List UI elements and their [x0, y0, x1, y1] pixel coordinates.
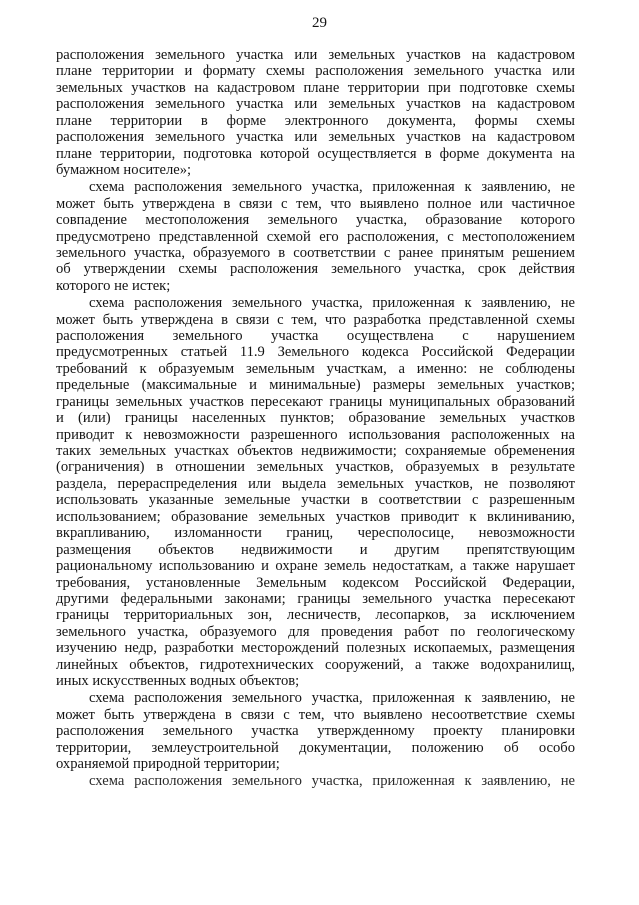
text-line: границы территориальных зон, лесничеств, лесопарков, за исключением: [56, 607, 575, 624]
text-line: земельных участков на кадастровом плане территории при подготовке схемы: [56, 79, 575, 96]
text-line: и (или) границы населенных пунктов; образование земельных участков: [56, 410, 575, 427]
text-line: плане территории в форме электронного документа, формы схемы: [56, 112, 575, 129]
paragraph-requirements-violation: [56, 295, 575, 690]
text-line: требований к образуемым земельным участкам, а именно: не соблюдены: [56, 360, 575, 377]
text-line: (ограничения) в отношении земельных участков, образуемых в результате: [56, 459, 575, 476]
text-line: плане территории, подготовка которой осуществляется в форме документа на: [56, 145, 575, 162]
text-line: расположения земельного участка утвержденному проекту планировки: [56, 723, 575, 740]
text-line: плане территории и формату схемы расположения земельного участка или: [56, 63, 575, 80]
paragraph-planning-mismatch: [56, 690, 575, 772]
text-line: охраняемой природной территории;: [56, 756, 280, 773]
text-line: раздела, перераспределения или выдела земельных участков, не позволяют: [56, 475, 575, 492]
text-line: может быть утверждена в связи с тем, что выявлено полное или частичное: [56, 195, 575, 212]
text-line: приводит к невозможности разрешенного использования расположенных на: [56, 426, 575, 443]
text-line: расположения земельного участка или земельных участков на кадастровом: [56, 96, 575, 113]
text-line: границы земельных участков пересекают границы муниципальных образований: [56, 393, 575, 410]
text-line: расположения земельного участка или земельных участков на кадастровом: [56, 47, 575, 63]
text-line: использованием; образование земельных участков приводит к вклиниванию,: [56, 508, 575, 525]
text-line: изучению недр, разработки месторождений полезных ископаемых, размещения: [56, 640, 575, 657]
text-line: земельного участка, образуемого в соответствии с ранее принятым решением: [56, 245, 575, 261]
text-line: бумажном носителе»;: [56, 162, 192, 179]
text-line: территории, землеустроительной документации, положению об особо: [56, 739, 575, 756]
text-line: расположения земельного участка осуществлена с нарушением: [56, 327, 575, 344]
text-line: иных искусственных водных объектов;: [56, 673, 300, 690]
text-line: другими федеральными законами; границы земельного участка пересекают: [56, 590, 575, 607]
text-line: рациональному использованию и охране земель недостаткам, а также нарушает: [56, 558, 575, 575]
paragraph-overlap-of-location: [56, 179, 575, 294]
text-line: использовать указанные земельные участки в соответствии с разрешенным: [56, 492, 575, 509]
text-line: размещения объектов недвижимости и другим препятствующим: [56, 541, 575, 558]
text-line: совпадение местоположения земельного участка, образование которого: [56, 212, 575, 229]
text-line: требования, установленные Земельным кодексом Российской Федерации,: [56, 574, 575, 591]
text-line: может быть утверждена в связи с тем, что разработка представленной схемы: [56, 311, 575, 328]
text-line: схема расположения земельного участка, приложенная к заявлению, не: [89, 295, 575, 312]
text-line: таких земельных участках объектов недвижимости; сохраняемые обременения: [56, 443, 575, 459]
text-line: схема расположения земельного участка, приложенная к заявлению, не: [89, 773, 575, 790]
paragraph-cut-off: [56, 773, 575, 789]
text-line: предусмотренных статьей 11.9 Земельного кодекса Российской Федерации: [56, 344, 575, 361]
text-line: предельные (максимальные и минимальные) размеры земельных участков;: [56, 377, 575, 394]
text-line: предусмотрено представленной схемой его расположения, с местоположением: [56, 228, 575, 245]
text-line: которого не истек;: [56, 277, 171, 294]
paragraph-continuation: [56, 47, 575, 179]
document-body: [56, 47, 575, 790]
text-line: вкрапливанию, изломанности границ, чересполосице, невозможности: [56, 525, 575, 542]
page-number: 29: [312, 15, 327, 31]
text-line: схема расположения земельного участка, приложенная к заявлению, не: [89, 179, 575, 196]
text-line: схема расположения земельного участка, приложенная к заявлению, не: [89, 690, 575, 707]
text-line: может быть утверждена в связи с тем, что выявлено несоответствие схемы: [56, 706, 575, 723]
text-line: линейных объектов, гидротехнических сооружений, а также водохранилищ,: [56, 656, 575, 673]
text-line: об утверждении схемы расположения земельного участка, срок действия: [56, 261, 575, 278]
text-line: расположения земельного участка или земельных участков на кадастровом: [56, 129, 575, 146]
text-line: земельного участка, образуемого для проведения работ по геологическому: [56, 623, 575, 640]
